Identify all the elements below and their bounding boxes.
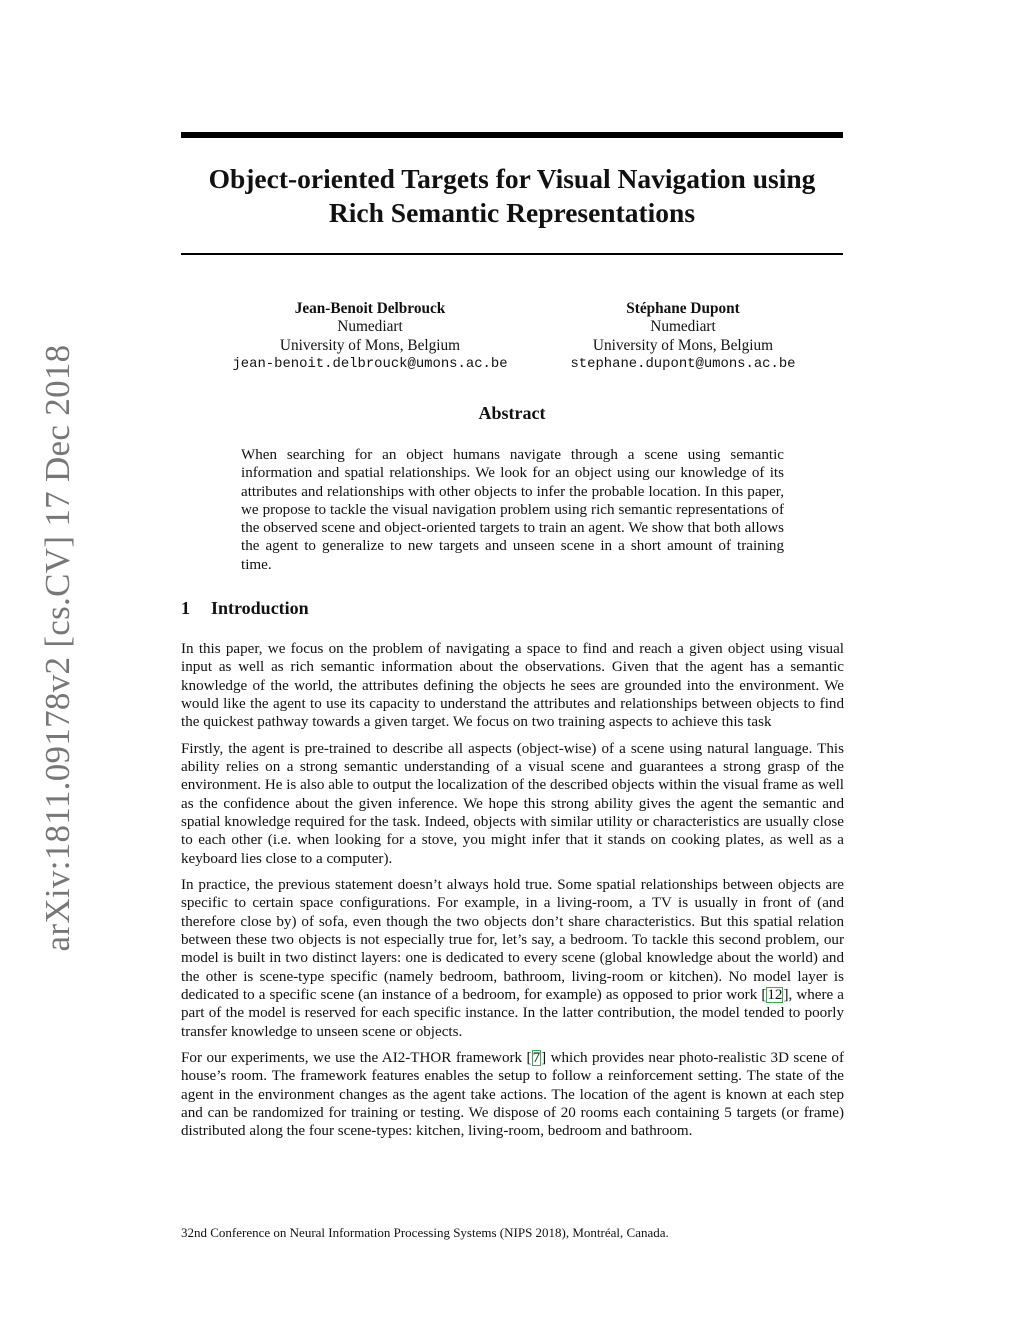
citation-link[interactable]: 12 xyxy=(767,986,783,1003)
introduction-body xyxy=(181,640,844,1149)
title-bottom-rule xyxy=(181,253,843,255)
paragraph-text: In practice, the previous statement doesn’t always hold true. Some spatial relationships between objects are specific to certain space configurations. For example, in a living-room, a TV is usually in front of (and therefore close by) of sofa, even though the two objects don’t share characteristics. But this spatial relation between these two objects is not especially true for, let’s say, a bedroom. To tackle this second problem, our model is built in two distinct layers: one is dedicated to every scene (global knowledge about the world) and the other is scene-type specific (namely bedroom, bathroom, living-room or kitchen). No model layer is dedicated to a specific scene (an instance of a bedroom, for example) as opposed to prior work [ xyxy=(181,877,844,1003)
abstract-text: When searching for an object humans navigate through a scene using semantic information and spatial relationships. We look for an object using our knowledge of its attributes and relationships with other objects to infer the probable location. In this paper, we propose to tackle the visual navigation problem using rich semantic representations of the observed scene and object-oriented targets to train an agent. We show that both allows the agent to generalize to new targets and unseen scene in a short amount of training time. xyxy=(241,447,784,573)
paragraph-text: ], where a part of the model is reserved for each specific instance. In the latter contribution, the model tended to poorly transfer knowledge to unseen scene or objects. xyxy=(181,986,844,1040)
author-university: University of Mons, Belgium xyxy=(279,336,461,354)
title-top-rule xyxy=(181,132,843,138)
author-block-2 xyxy=(523,300,843,373)
paragraph-text: ] which provides near photo-realistic 3D scene of house’s room. The framework features enables the setup to follow a reinforcement setting. The state of the agent in the environment changes as the agent take actions. The location of the agent is known at each step and can be randomized for training or testing. We dispose of 20 rooms each containing 5 targets (or frame) distributed along the four scene-types: kitchen, living-room, bedroom and bathroom. xyxy=(181,1050,845,1140)
author-university: University of Mons, Belgium xyxy=(592,336,774,354)
paper-title xyxy=(181,162,843,230)
paragraph: In this paper, we focus on the problem of navigating a space to find and reach a given object using visual input as well as rich semantic information about the observations. Given that the agent has a semantic knowledge of the world, the attributes defining the objects he sees are grounded into the environment. We would like the agent to use its capacity to understand the attributes and relationships between objects to find the quickest pathway towards a given target. We focus on two training aspects to achieve this task xyxy=(181,641,844,731)
section-title: Introduction xyxy=(211,598,309,618)
paragraph xyxy=(181,876,844,1041)
section-number: 1 xyxy=(181,598,190,618)
arxiv-identifier: arXiv:1811.09178v2 [cs.CV] 17 Dec 2018 xyxy=(38,344,77,952)
paragraph: Firstly, the agent is pre-trained to describe all aspects (object-wise) of a scene using natural language. This ability relies on a strong semantic understanding of a visual scene and guarantees a strong grasp of the environment. He is also able to output the localization of the described objects within the visual frame as well as the confidence about the given inference. We hope this strong ability gives the agent the semantic and spatial knowledge required for the task. Indeed, objects with similar utility or characteristics are usually close to each other (i.e. when looking for a stove, you might infer that it stands on cooking plates, as well as a keyboard lies close to a computer). xyxy=(181,740,844,867)
title-line-2: Rich Semantic Representations xyxy=(328,197,696,228)
author-email: stephane.dupont@umons.ac.be xyxy=(570,355,796,372)
author-email: jean-benoit.delbrouck@umons.ac.be xyxy=(232,355,508,372)
author-affiliation: Numediart xyxy=(337,318,403,336)
abstract-heading: Abstract xyxy=(478,403,546,423)
author-name: Jean-Benoit Delbrouck xyxy=(294,300,446,317)
author-block-1 xyxy=(210,300,530,373)
author-name: Stéphane Dupont xyxy=(626,300,740,317)
author-affiliation: Numediart xyxy=(650,318,716,336)
title-line-1: Object-oriented Targets for Visual Navigation using xyxy=(208,163,816,194)
paragraph-text: For our experiments, we use the AI2-THOR framework [ xyxy=(181,1050,532,1067)
section-heading-introduction xyxy=(181,598,309,619)
conference-footnote: 32nd Conference on Neural Information Processing Systems (NIPS 2018), Montréal, Canada. xyxy=(181,1225,669,1240)
paragraph xyxy=(181,1049,844,1140)
citation-link[interactable]: 7 xyxy=(532,1050,541,1067)
